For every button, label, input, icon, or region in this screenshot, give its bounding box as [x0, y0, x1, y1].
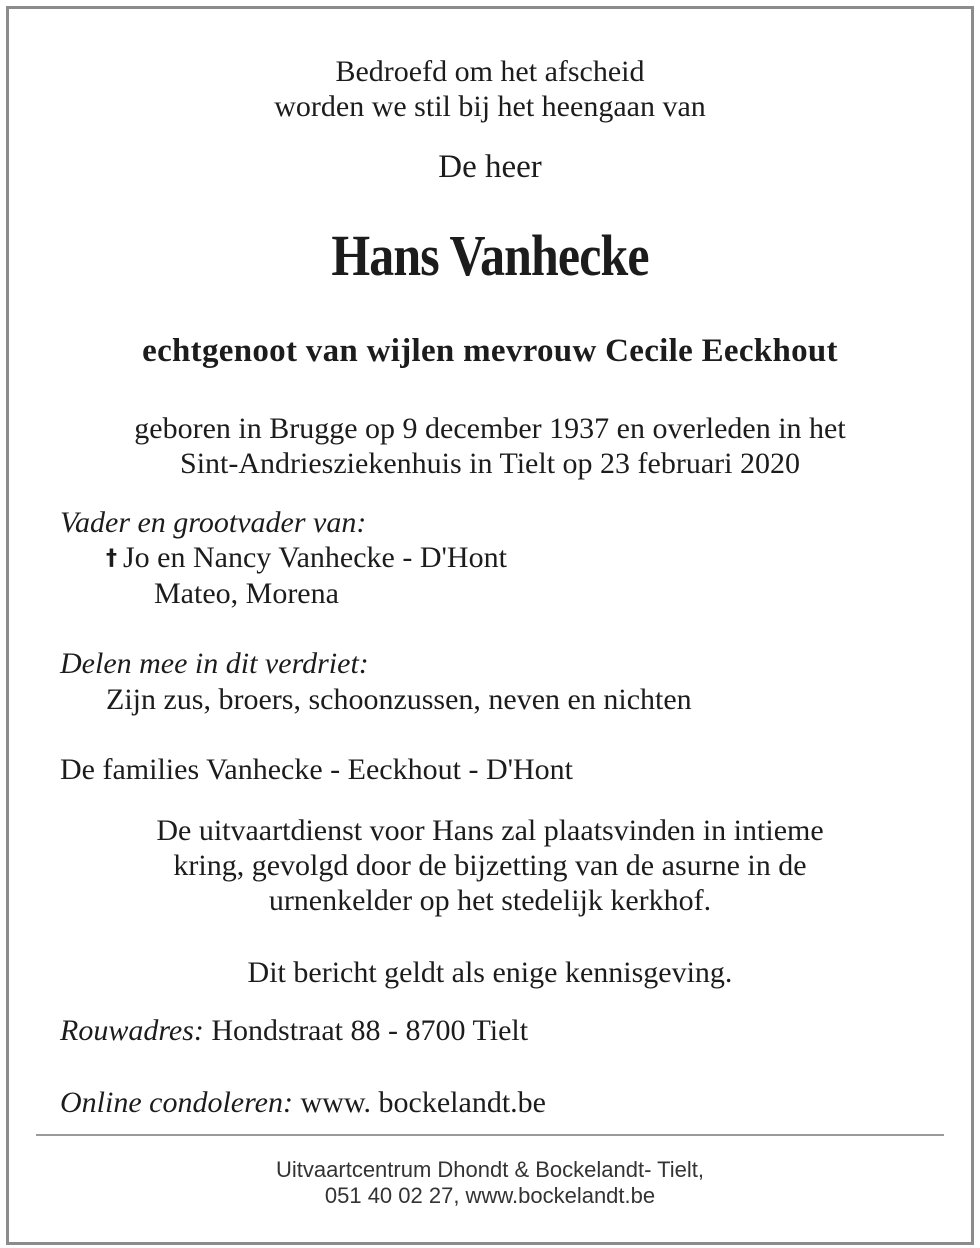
intro-line-2: worden we stil bij het heengaan van: [274, 90, 706, 123]
children-names: Jo en Nancy Vanhecke - D'Hont: [123, 541, 507, 574]
cross-icon: †: [106, 546, 117, 571]
share-label: Delen mee in dit verdriet:: [60, 647, 369, 680]
father-label: Vader en grootvader van:: [60, 506, 367, 539]
intro-line-1: Bedroefd om het afscheid: [335, 55, 645, 88]
birth-death-line-2: Sint-Andriesziekenhuis in Tielt op 23 februari 2020: [180, 447, 800, 480]
announcement-line: Dit bericht geldt als enige kennisgeving.: [247, 956, 733, 989]
footer-line-1: Uitvaartcentrum Dhondt & Bockelandt- Tielt,: [276, 1157, 704, 1182]
birth-death-line-1: geboren in Brugge op 9 december 1937 en overleden in het: [134, 412, 846, 445]
relatives-line: Zijn zus, broers, schoonzussen, neven en nichten: [106, 683, 692, 716]
deceased-name: Hans Vanhecke: [331, 223, 649, 288]
service-line-3: urnenkelder op het stedelijk kerkhof.: [268, 884, 712, 917]
service-line-2: kring, gevolgd door de bijzetting van de asurne in de: [173, 849, 807, 882]
grandchildren-line: Mateo, Morena: [154, 577, 339, 610]
children-line: [106, 540, 507, 579]
condolence-link[interactable]: www. bockelandt.be: [300, 1086, 546, 1119]
address-value: Hondstraat 88 - 8700 Tielt: [211, 1014, 529, 1047]
condolence-line: [60, 1085, 546, 1121]
honorific-title: De heer: [438, 149, 542, 185]
condolence-label: Online condoleren:: [60, 1086, 293, 1119]
notice-border: [6, 6, 974, 1245]
address-line: [60, 1013, 528, 1049]
spouse-line: echtgenoot van wijlen mevrouw Cecile Eeckhout: [142, 333, 838, 369]
service-line-1: De uitvaartdienst voor Hans zal plaatsvinden in intieme: [156, 814, 824, 847]
footer-divider: [36, 1134, 944, 1136]
footer-line-2: 051 40 02 27, www.bockelandt.be: [324, 1183, 656, 1208]
address-label: Rouwadres:: [60, 1014, 204, 1047]
families-line: De families Vanhecke - Eeckhout - D'Hont: [60, 753, 574, 786]
